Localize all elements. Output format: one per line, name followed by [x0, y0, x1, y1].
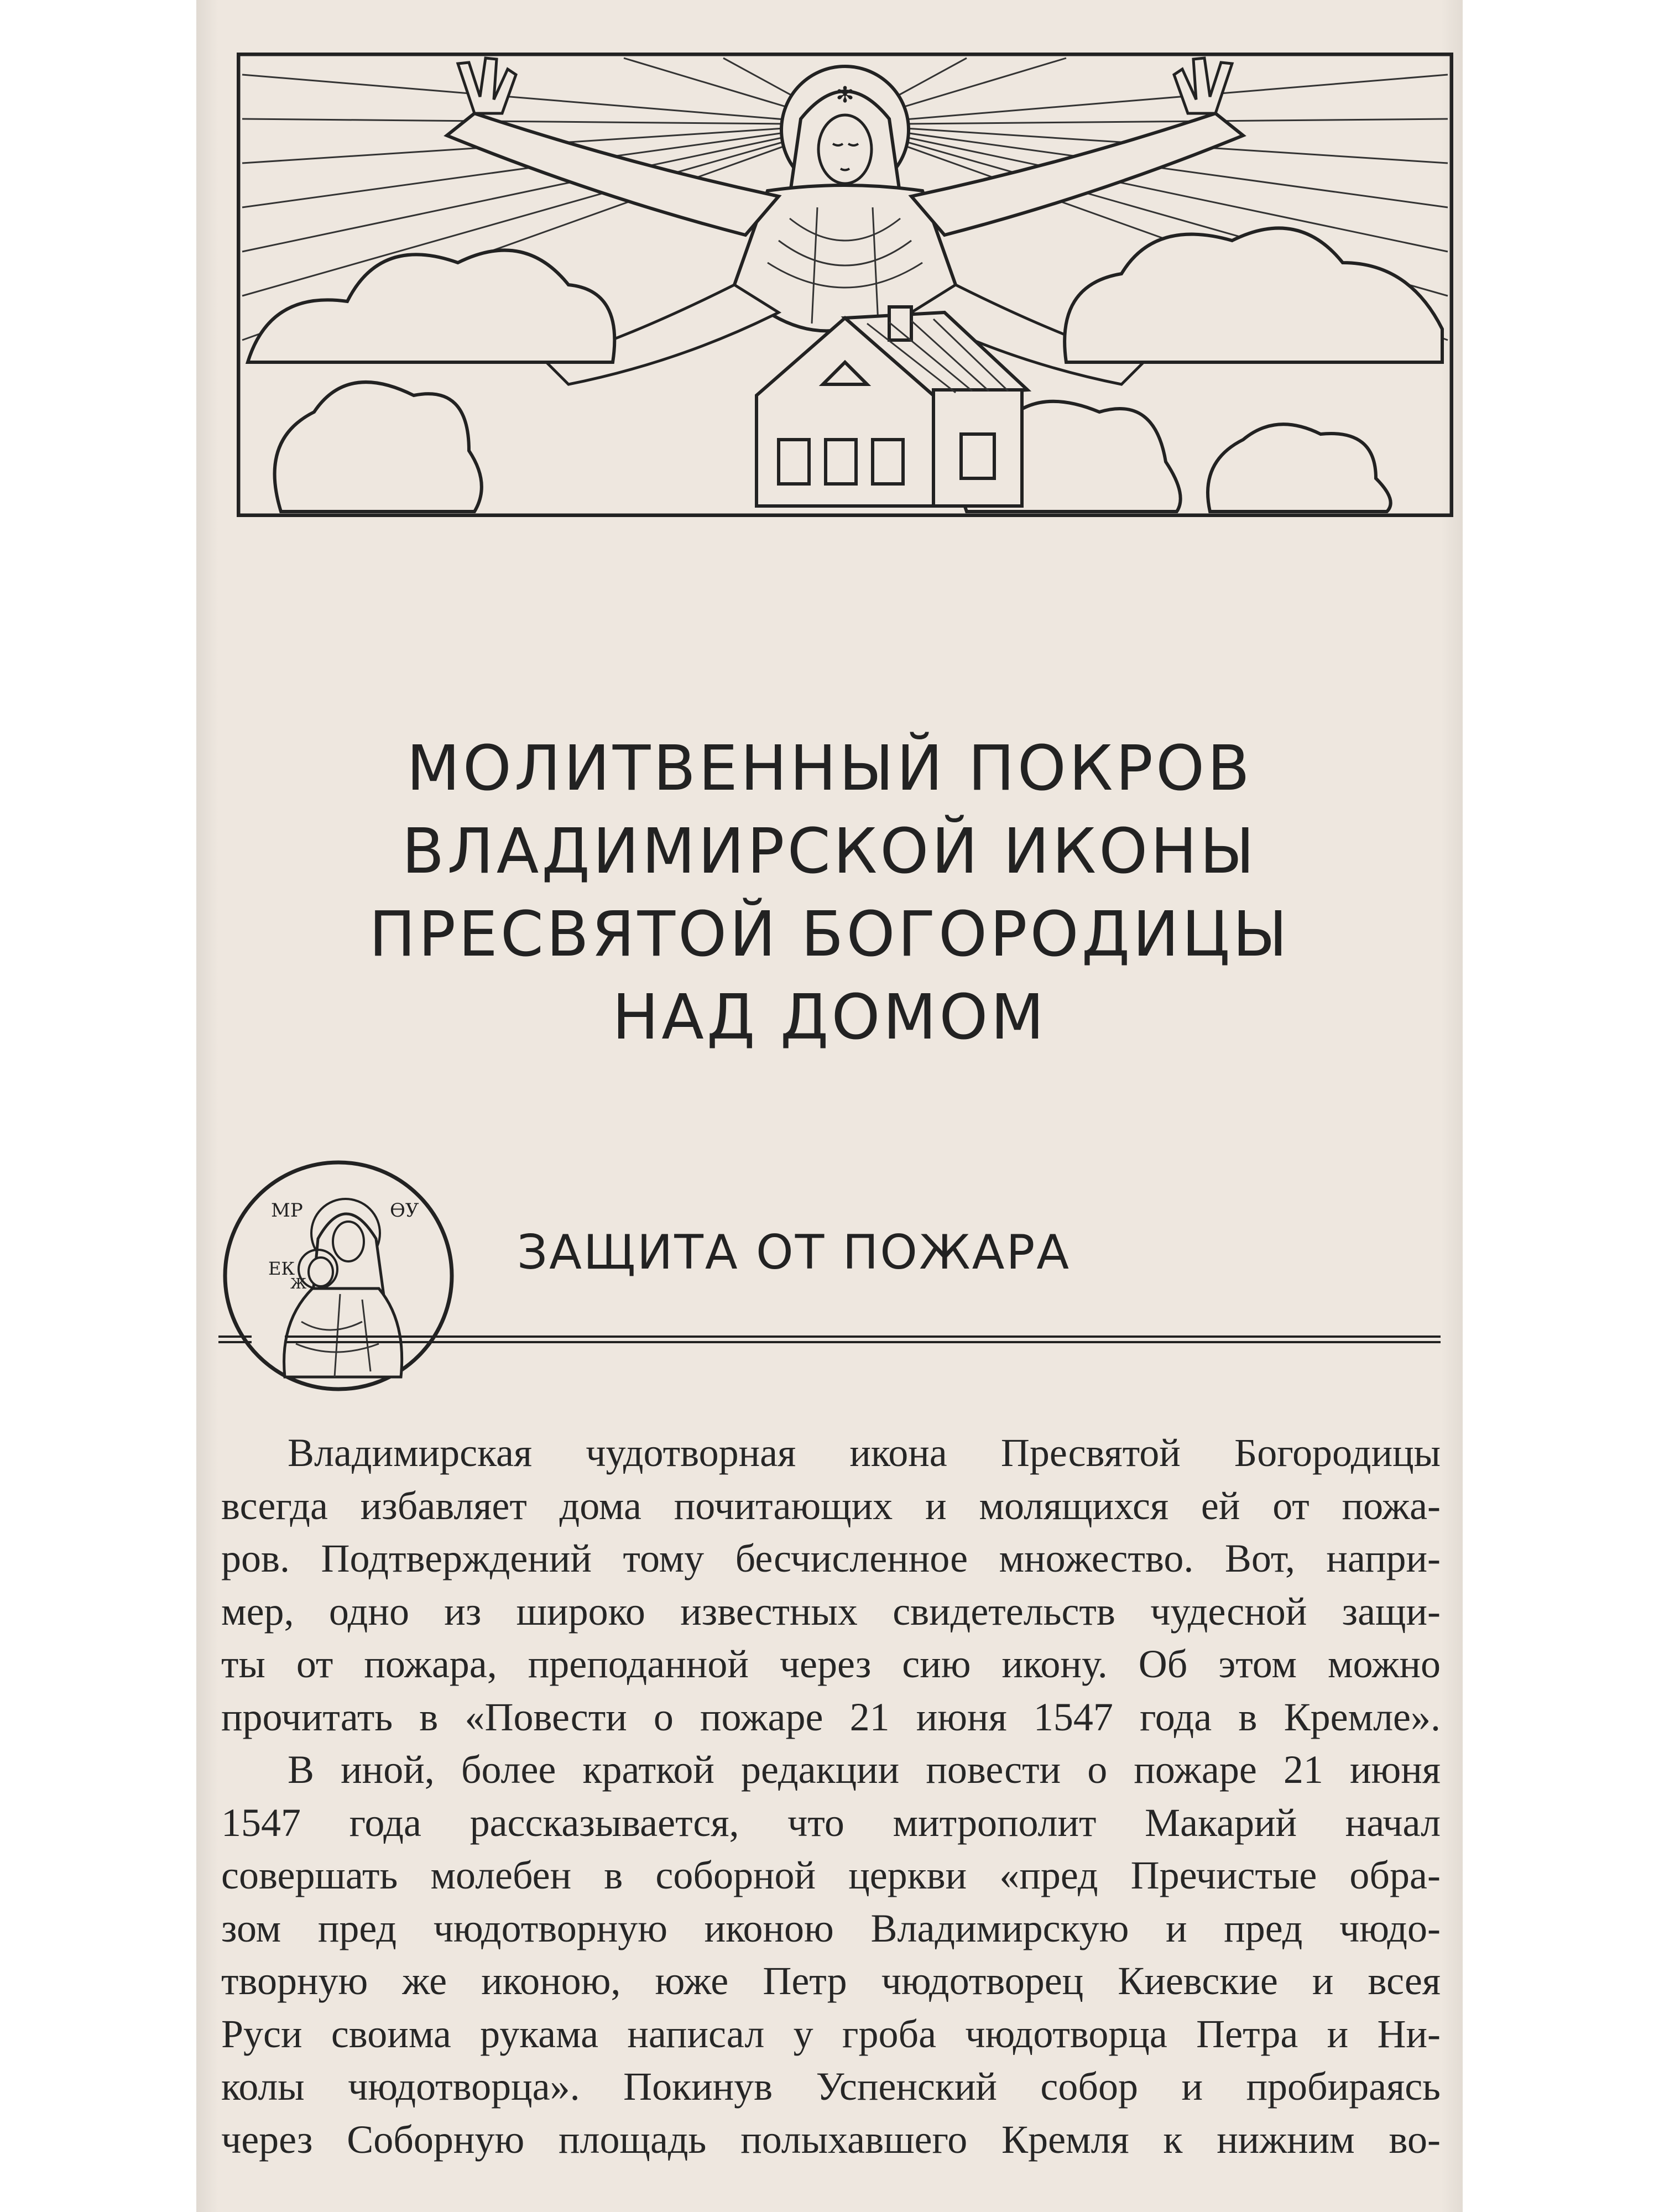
text-line: Руси своима рукама написал у гроба чюдотворца Петра и Ни- [221, 2011, 1441, 2056]
paragraph-1 [221, 1427, 1441, 1744]
inscription-zh: Ж [290, 1276, 307, 1292]
vladimir-icon-medallion [218, 1156, 459, 1396]
title-line-4: НАД ДОМОМ [612, 982, 1047, 1053]
title-line-3: ПРЕСВЯТОЙ БОГОРОДИЦЫ [369, 899, 1290, 971]
title-line-2: ВЛАДИМИРСКОЙ ИКОНЫ [401, 816, 1258, 888]
page-shadow-left [196, 0, 218, 2212]
text-line: мер, одно из широко известных свидетельств чудесной защи- [221, 1589, 1441, 1634]
text-line: колы чюдотворца». Покинув Успенский собор и пробираясь [221, 2064, 1441, 2109]
text-line: ров. Подтверждений тому бесчисленное множество. Вот, напри- [221, 1536, 1441, 1580]
text-line: В иной, более краткой редакции повести о пожаре 21 июня [288, 1747, 1441, 1792]
svg-text:✻: ✻ [836, 82, 854, 107]
inscription-ek: ЕК [268, 1258, 295, 1279]
section-heading: ЗАЩИТА ОТ ПОЖАРА [517, 1225, 1071, 1280]
paragraph-2 [221, 1744, 1441, 2166]
text-line: 1547 года рассказывается, что митрополит Макарий начал [221, 1800, 1441, 1845]
text-line: Владимирская чудотворная икона Пресвятой Богородицы [288, 1431, 1441, 1475]
inscription-mr: МР [271, 1199, 303, 1222]
text-line: совершать молебен в соборной церкви «пред Пречистые обра- [221, 1853, 1441, 1897]
text-line: через Соборную площадь полыхавшего Кремля к нижним во- [221, 2117, 1441, 2162]
body-text [221, 1427, 1441, 2166]
inscription-theta-u: ѲУ [390, 1199, 419, 1222]
text-line: всегда избавляет дома почитающих и молящихся ей от пожа- [221, 1483, 1441, 1528]
virgin-over-house-illustration [237, 53, 1453, 517]
text-line: прочитать в «Повести о пожаре 21 июня 1547 года в Кремле». [221, 1694, 1441, 1739]
text-line: творную же иконою, юже Петр чюдотворец Киевские и всея [221, 1959, 1441, 2003]
text-line: ты от пожара, преподанной через сию икону. Об этом можно [221, 1642, 1441, 1686]
title-line-1: МОЛИТВЕННЫЙ ПОКРОВ [406, 733, 1253, 805]
text-line: зом пред чюдотворную иконою Владимирскую и пред чюдо- [221, 1906, 1441, 1950]
section-divider [218, 1330, 1441, 1352]
chapter-title [232, 727, 1427, 1059]
